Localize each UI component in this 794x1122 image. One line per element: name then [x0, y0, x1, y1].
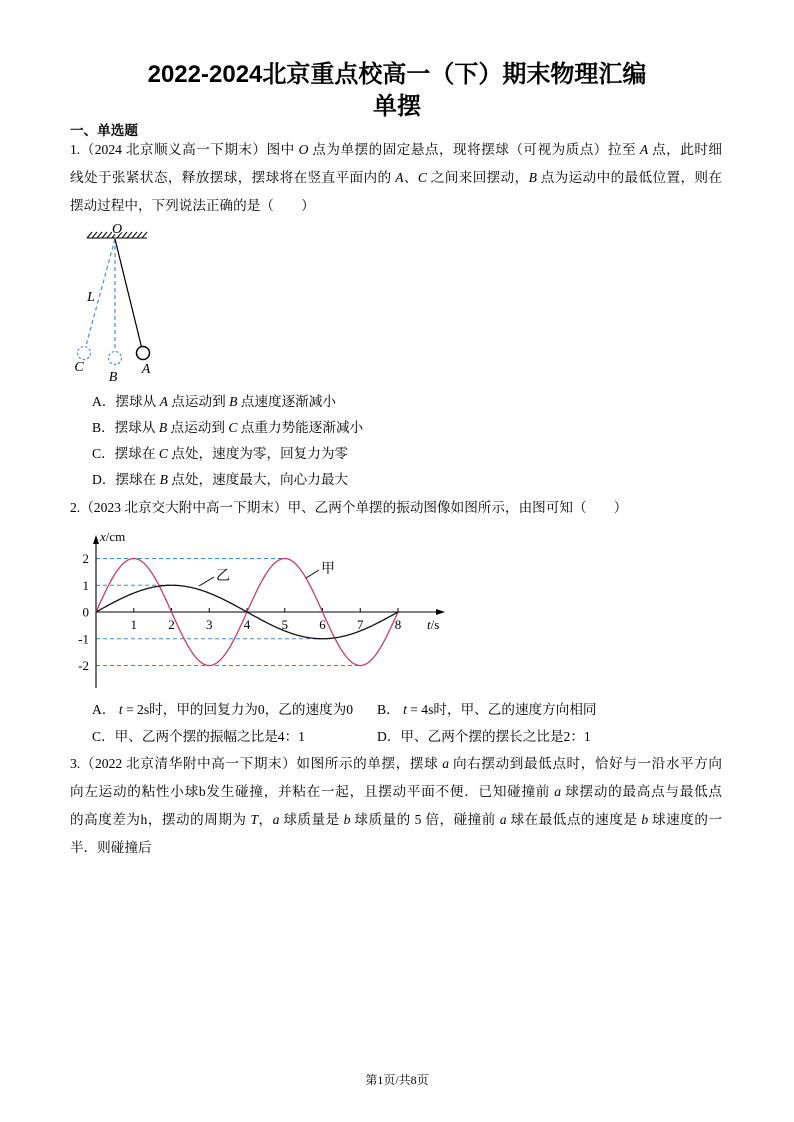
label-length-l: L [87, 290, 95, 305]
text-run: = 2s时，甲的回复力为0，乙的速度为0 [122, 702, 354, 717]
label-pivot-o: O [111, 222, 123, 237]
italic-symbol: a [442, 756, 450, 771]
y-tick-label: -1 [78, 631, 89, 647]
series-label-jia: 甲 [321, 562, 335, 577]
q2-option-b [377, 700, 597, 720]
text-run: 3.（2022 北京清华附中高一下期末）如图所示的单摆，摆球 [70, 756, 443, 771]
italic-symbol: O [298, 142, 309, 157]
text-run: 2.（2023 北京交大附中高一下期末）甲、乙两个单摆的振动图像如图所示，由图可知（ ） [70, 500, 628, 515]
italic-symbol: b [641, 812, 649, 827]
q3-text-line [70, 782, 722, 802]
q2-option-a [92, 700, 353, 720]
page-number: 第1页/共8页 [365, 1073, 429, 1087]
ball-b [109, 352, 122, 365]
x-axis-arrow [436, 609, 445, 615]
text-run: 点处，速度为零，回复力为零 [167, 446, 349, 461]
q1-text-line [70, 168, 722, 188]
italic-symbol: B [158, 420, 168, 435]
q1-text-line [70, 196, 722, 216]
text-run: 向右摆动到最低点时，恰好与一沿水平方向 [449, 756, 722, 771]
x-tick-label: 1 [130, 617, 137, 632]
text-run: D．摆球在 [92, 472, 160, 487]
text-run: 1.（2024 北京顺义高一下期末）图中 [70, 142, 299, 157]
x-axis-unit: /s [430, 617, 440, 632]
pendulum-diagram [70, 220, 170, 385]
text-run: 点为单摆的固定悬点，现将摆球（可视为质点）拉至 [308, 142, 640, 157]
text-run: 点，此时细 [648, 142, 722, 157]
italic-symbol: B [528, 170, 537, 185]
text-run: 摆动过程中，下列说法正确的是（ ） [70, 198, 315, 213]
vibration-graph [70, 525, 450, 695]
x-tick-label: 7 [357, 617, 364, 632]
label-leader-yi [199, 577, 214, 586]
y-axis-var: x [100, 529, 106, 544]
text-run: 点重力势能逐渐减小 [237, 420, 364, 435]
x-tick-label: 5 [281, 617, 288, 632]
x-axis-var: t [427, 617, 431, 632]
y-axis-unit: /cm [105, 529, 126, 544]
q1-option-d [92, 470, 348, 490]
text-run: A． [92, 702, 119, 717]
label-leader-jia [306, 570, 319, 578]
section-heading: 一、单选题 [70, 123, 138, 138]
text-run: D．甲、乙两个摆的摆长之比是2：1 [377, 729, 591, 744]
series-label-yi: 乙 [216, 569, 230, 584]
y-tick-label: 2 [82, 551, 89, 566]
x-tick-label: 8 [394, 617, 402, 632]
text-run: ， [258, 812, 273, 827]
y-tick-label: 1 [82, 577, 89, 593]
text-run: C．甲、乙两个摆的振幅之比是4：1 [92, 729, 305, 744]
text-run: 点运动到 [167, 420, 229, 435]
text-run: 点运动到 [167, 394, 230, 409]
x-tick-label: 6 [319, 617, 326, 632]
italic-symbol: A [639, 142, 649, 157]
text-run: B． [377, 702, 404, 717]
text-run: C．摆球在 [92, 446, 159, 461]
italic-symbol: b [343, 812, 351, 827]
label-point-c: C [74, 360, 84, 375]
italic-symbol: A [159, 394, 168, 409]
italic-symbol: a [272, 812, 280, 827]
text-run: 、 [403, 170, 418, 185]
x-tick-label: 2 [168, 617, 175, 632]
italic-symbol: C [228, 420, 238, 435]
q3-text-line [70, 838, 722, 858]
italic-symbol: A [395, 170, 404, 185]
text-run: 球摆动的最高点与最低点 [561, 784, 722, 799]
q1-option-b [92, 418, 363, 438]
italic-symbol: T [250, 812, 258, 827]
italic-symbol: a [499, 812, 507, 827]
text-run: 的高度差为h，摆动的周期为 [70, 812, 251, 827]
text-run: A．摆球从 [92, 394, 160, 409]
q1-option-a [92, 392, 336, 412]
document-title: 2022-2024北京重点校高一（下）期末物理汇编 [147, 61, 647, 88]
text-run: 线处于张紧状态，释放摆球，摆球将在竖直平面内的 [70, 170, 396, 185]
q2-text-line [70, 498, 722, 518]
x-axis-label [427, 617, 439, 632]
document-subtitle: 单摆 [373, 93, 421, 120]
label-point-b: B [108, 370, 118, 385]
q2-option-d [377, 727, 591, 747]
text-run: = 4s时，甲、乙的速度方向相同 [406, 702, 597, 717]
italic-symbol: C [158, 446, 168, 461]
italic-symbol: C [417, 170, 427, 185]
string-to-a [115, 239, 141, 347]
text-run: 球在最低点的速度是 [506, 812, 642, 827]
q3-text-line [70, 754, 722, 774]
text-run: 球质量是 [279, 812, 344, 827]
text-run: 半．则碰撞后 [70, 840, 152, 855]
x-tick-label: 4 [243, 617, 251, 632]
q1-option-c [92, 444, 348, 464]
text-run: 点速度逐渐减小 [237, 394, 336, 409]
ball-a [137, 347, 150, 360]
text-run: 球质量的 5 倍，碰撞前 [350, 812, 500, 827]
q1-text-line [70, 140, 722, 160]
italic-symbol: t [403, 702, 407, 717]
text-run: B．摆球从 [92, 420, 159, 435]
text-run: 点处，速度最大，向心力最大 [167, 472, 349, 487]
label-point-a: A [141, 362, 151, 377]
q2-option-c [92, 727, 305, 747]
q3-text-line [70, 810, 722, 830]
italic-symbol: B [159, 472, 168, 487]
y-axis-arrow [93, 535, 99, 544]
ball-c [78, 347, 91, 360]
italic-symbol: B [229, 394, 238, 409]
italic-symbol: a [554, 784, 562, 799]
text-run: 点为运动中的最低位置，则在 [536, 170, 723, 185]
text-run: 球速度的一 [648, 812, 723, 827]
y-axis-label [99, 529, 125, 544]
text-run: 之间来回摆动， [426, 170, 529, 185]
italic-symbol: t [118, 702, 123, 717]
text-run: 向左运动的粘性小球b发生碰撞，并粘在一起，且摆动平面不便．已知碰撞前 [70, 784, 555, 799]
x-tick-label: 3 [206, 617, 213, 632]
x-ticks [134, 608, 398, 612]
y-tick-label: -2 [78, 658, 89, 673]
y-tick-label: 0 [82, 604, 89, 620]
